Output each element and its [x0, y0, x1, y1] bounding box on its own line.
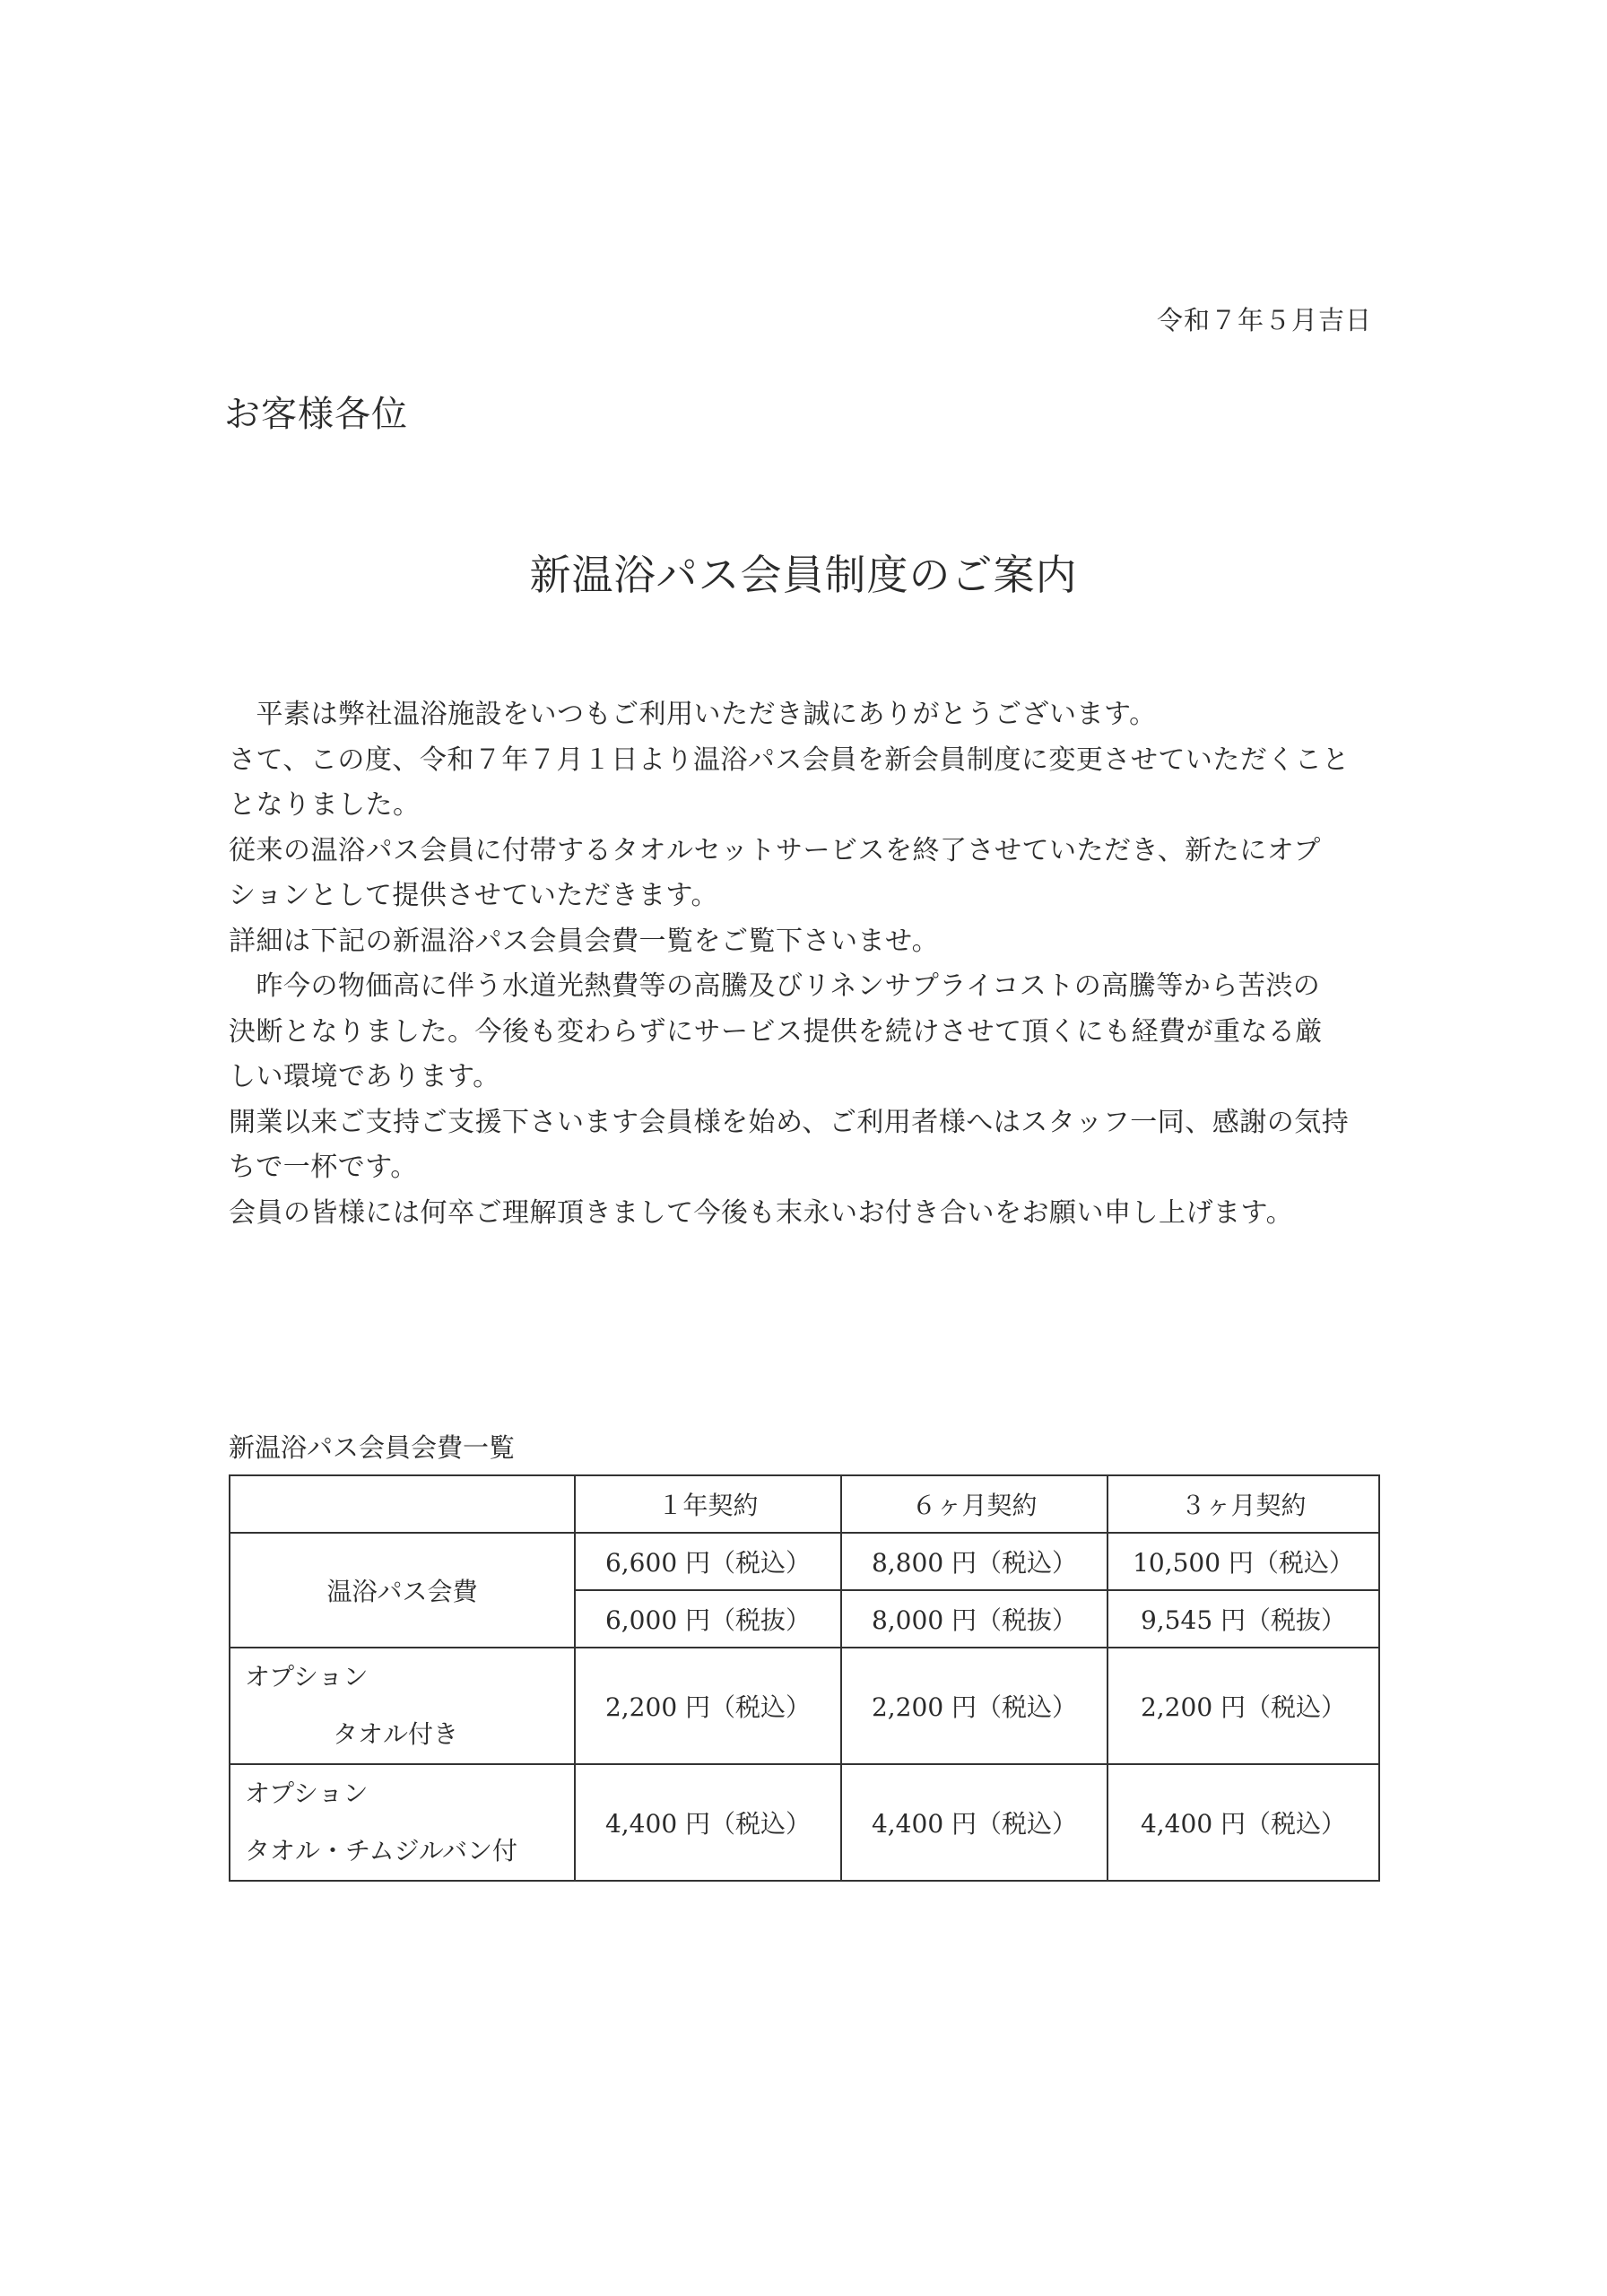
header-empty-cell: [230, 1475, 575, 1533]
body-line: 平素は弊社温浴施設をいつもご利用いただき誠にありがとうございます。: [229, 699, 1157, 730]
option-towel-3-months: 2,200 円（税込）: [1108, 1648, 1379, 1764]
option-towel-label: [230, 1648, 575, 1764]
header-6-months: ６ヶ月契約: [841, 1475, 1108, 1533]
body-line: しい環境であります。: [229, 1061, 500, 1092]
option-label-line1: オプション: [245, 1779, 369, 1808]
document-title: 新温浴パス会員制度のご案内: [529, 551, 1078, 599]
pass-1-year-tax-in: 6,600 円（税込）: [575, 1533, 841, 1590]
body-line: となりました。: [229, 789, 421, 821]
option-jjimjil-1-year: 4,400 円（税込）: [575, 1764, 841, 1881]
option-label-line1: オプション: [245, 1662, 369, 1692]
fee-table: [229, 1474, 1380, 1882]
body-line: 詳細は下記の新温浴パス会員会費一覧をご覧下さいませ。: [229, 925, 940, 957]
pass-3-months-tax-in: 10,500 円（税込）: [1108, 1533, 1379, 1590]
pass-1-year-tax-ex: 6,000 円（税抜）: [575, 1590, 841, 1648]
pass-6-months-tax-ex: 8,000 円（税抜）: [841, 1590, 1108, 1648]
option-jjimjil-6-months: 4,400 円（税込）: [841, 1764, 1108, 1881]
body-line: 決断となりました。今後も変わらずにサービス提供を続けさせて頂くにも経費が重なる厳: [229, 1015, 1323, 1048]
table-row: [230, 1533, 1379, 1590]
pass-6-months-tax-in: 8,800 円（税込）: [841, 1533, 1108, 1590]
body-line: 昨今の物価高に伴う水道光熱費等の高騰及びリネンサプライコストの高騰等から苦渋の: [229, 970, 1321, 1002]
body-line: 会員の皆様には何卒ご理解頂きまして今後も末永いお付き合いをお願い申し上げます。: [229, 1196, 1294, 1229]
option-towel-1-year: 2,200 円（税込）: [575, 1648, 841, 1764]
pass-3-months-tax-ex: 9,545 円（税抜）: [1108, 1590, 1379, 1648]
option-jjimjil-3-months: 4,400 円（税込）: [1108, 1764, 1379, 1881]
pass-fee-label: 温浴パス会費: [230, 1533, 575, 1648]
option-label-line2: タオル・チムジルバン付: [245, 1836, 517, 1866]
fee-table-caption: 新温浴パス会員会費一覧: [229, 1432, 516, 1463]
body-line: 開業以来ご支持ご支援下さいます会員様を始め、ご利用者様へはスタッフ一同、感謝の気持: [229, 1106, 1350, 1138]
option-label-line2: タオル付き: [333, 1719, 459, 1749]
table-row: [230, 1764, 1379, 1881]
option-towel-6-months: 2,200 円（税込）: [841, 1648, 1108, 1764]
recipient-salutation: お客様各位: [224, 394, 408, 435]
option-towel-jjimjil-label: [230, 1764, 575, 1881]
header-1-year: １年契約: [575, 1475, 841, 1533]
header-3-months: ３ヶ月契約: [1108, 1475, 1379, 1533]
document-date: 令和７年５月吉日: [1156, 305, 1372, 335]
body-line: ションとして提供させていただきます。: [229, 880, 718, 911]
body-line: ちで一杯です。: [229, 1152, 418, 1183]
fee-table-header-row: [230, 1475, 1379, 1533]
body-line: さて、この度、令和７年７月１日より温浴パス会員を新会員制度に変更させていただくこと: [229, 744, 1350, 776]
table-row: [230, 1648, 1379, 1764]
body-line: 従来の温浴パス会員に付帯するタオルセットサービスを終了させていただき、新たにオプ: [229, 834, 1321, 866]
body-paragraphs: [229, 692, 1377, 1236]
